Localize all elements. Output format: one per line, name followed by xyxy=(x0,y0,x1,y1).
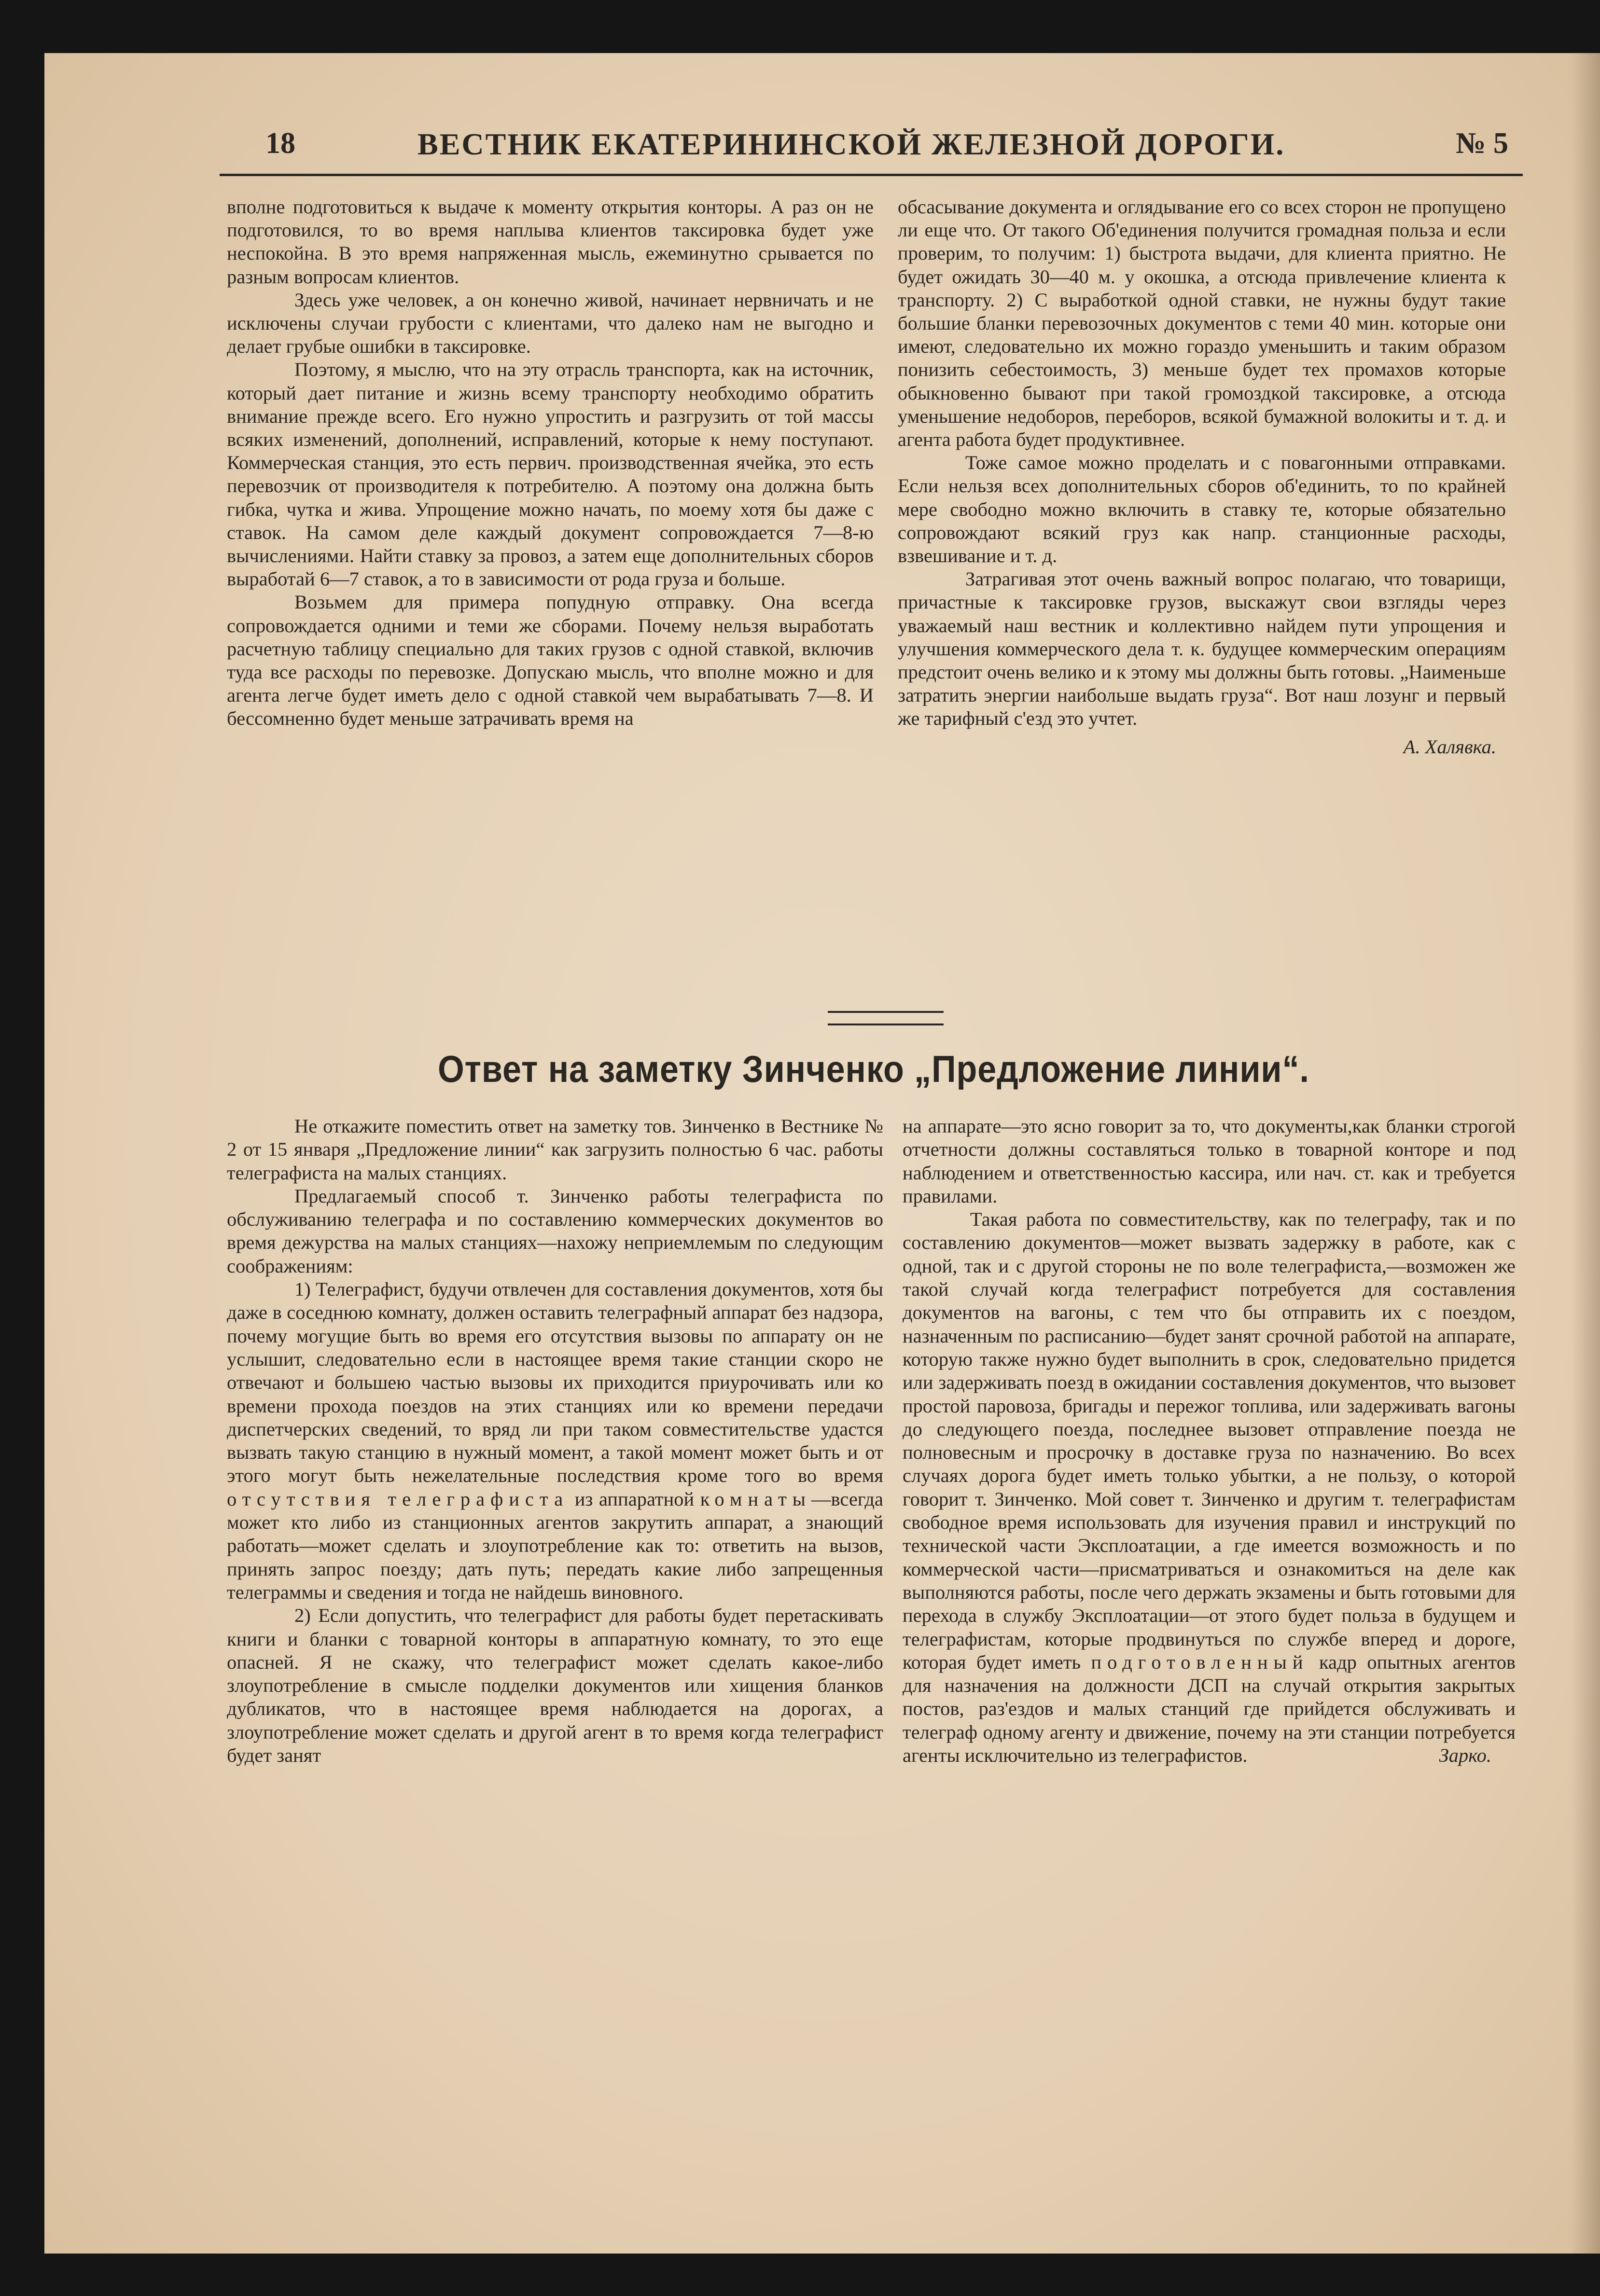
text-run: Такая работа по совместительству, как по телеграфу, так и по составлению документов—может вызвать задержку в работе, как с одной, так и с другой стороны не по воле телеграфиста,—возможен же такой случай когда телеграфист потребуется для составления документов на вагоны, с тем что бы отправить их с поездом, назначенным по расписанию—будет занят срочной работой на аппарате, которую также нужно будет выполнить в срок, следовательно придется или задерживать поезд в ожидании составления документов, что вызовет простой паровоза, бригады и пережог топлива, или задерживать вагоны до следующего поезда, последнее вызовет отправление поезда не полновесным и просрочку в доставке груза по назначению. Во всех случаях дорога будет иметь только убытки, а не пользу, о которой говорит т. Зинченко. Мой совет т. Зинченко и другим т. телеграфистам свободное время использовать для изучения правил и инструкций по технической части Эксплоатации, а где имеется возможность и по коммерческой части—присматриваться и ознакомиться на деле как выполняются работы, после чего держать экзамены и быть готовыми для перехода в службу Эксплоатации—от этого будет польза в будущем и телеграфистам, которые продвинуться по службе вперед и дороге, которая будет иметь xyxy=(903,1208,1516,1673)
paragraph: 2) Если допустить, что телеграфист для работы будет перетаскивать книги и бланки с товарной конторы в аппаратную комнату, то это еще опасней. Я не скажу, что телеграфист может сделать какое-либо злоупотребление в смысле подделки документов или хищения бланков дубликатов, что в настоящее время наблюдается на дорогах, а злоупотребление может сделать и другой агент в то время когда телеграфист будет занят xyxy=(227,1604,883,1767)
article2-column-right xyxy=(903,1115,1516,1767)
article1-signature: А. Халявка. xyxy=(1403,735,1496,758)
article1-column-right xyxy=(898,195,1506,759)
article2-column-left xyxy=(227,1115,883,1767)
header-rule xyxy=(220,174,1523,176)
text-run: —всегда может кто либо из станционных агентов закрутить аппарат, а знающий работать—может сделать и злоупотребление как то: ответить на вызов, принять запрос поезду; дать путь; передать какие либо запрещенныя телеграммы и сведения и тогда не найдешь виновного. xyxy=(227,1488,883,1603)
article1-column-left xyxy=(227,195,874,731)
paragraph xyxy=(227,1278,883,1604)
paragraph xyxy=(903,1208,1516,1767)
spaced-text: комнаты xyxy=(700,1488,811,1510)
paragraph: вполне подготовиться к выдаче к моменту открытия конторы. А раз он не подготовился, то во время наплыва клиентов таксировка будет уже неспокойна. В это время напряженная мысль, ежеминутно срывается по разным вопросам клиентов. xyxy=(227,196,874,288)
page-edge-shadow xyxy=(1571,53,1600,2254)
page-number: 18 xyxy=(265,127,295,160)
page-header xyxy=(220,126,1523,170)
issue-number: № 5 xyxy=(1456,127,1508,160)
paragraph: Тоже самое можно проделать и с повагонными отправками. Если нельзя всех дополнительных сборов об'единить, то по крайней мере свободно можно включить в ставку те, которые обязательно сопровождают всякий груз как напр. станционные расходы, взвешивание и т. д. xyxy=(898,452,1506,567)
paragraph: Здесь уже человек, а он конечно живой, начинает нервничать и не исключены случаи грубости с клиентами, что далеко нам не выгодно и делает грубые ошибки в таксировке. xyxy=(227,289,874,358)
text-run: из аппаратной xyxy=(569,1488,700,1510)
paragraph: Затрагивая этот очень важный вопрос полагаю, что товарищи, причастные к таксировке грузов, выскажут свои взгляды через уважаемый наш вестник и коллективно найдем пути упрощения и улучшения коммерческого дела т. к. будущее коммерческим операциям предстоит очень велико и к этому мы должны быть готовы. „Наименьше затратить энергии наибольше выдать груза“. Вот наш лозунг и первый же тарифный с'езд это учтет. xyxy=(898,568,1506,730)
article2-title: Ответ на заметку Зинченко „Предложение линии“. xyxy=(438,1048,1309,1090)
spaced-text: подготовленный xyxy=(1091,1651,1309,1673)
section-divider xyxy=(828,1011,944,1025)
text-run: 1) Телеграфист, будучи отвлечен для составления документов, хотя бы даже в соседнюю комнату, должен оставить телеграфный аппарат без надзора, почему могущие быть во время его отсутствия вызовы по аппарату он не услышит, следовательно если в настоящее время такие станции скоро не отвечают и большею частью вызовы их приходится приурочивать или ко времени прохода поездов на этих станциях или ко времени передачи диспетчерских сведений, то вряд ли при таком совместительстве удастся вызвать такую станцию в нужный момент, а такой момент может быть и от этого могут быть нежелательные последствия кроме того во время xyxy=(227,1278,883,1487)
spaced-text: отсутствия телеграфиста xyxy=(227,1488,569,1510)
paragraph: Возьмем для примера попудную отправку. Она всегда сопровождается одними и теми же сборами. Почему нельзя выработать расчетную таблицу специально для таких грузов с одной ставкой, включив туда все расходы по перевозке. Допускаю мысль, что вполне можно и для агента легче будет иметь дело с одной ставкой чем вырабатывать 7—8. И бессомненно будет меньше затрачивать время на xyxy=(227,591,874,730)
article2-signature: Зарко. xyxy=(1439,1744,1491,1767)
paragraph: обсасывание документа и оглядывание его со всех сторон не пропущено ли еще что. От такого Об'единения получится громадная польза и если проверим, то получим: 1) быстрота выдачи, для клиента приятно. Не будет ожидать 30—40 м. у окошка, а отсюда привлечение клиента к транспорту. 2) С выработкой одной ставки, не нужны будут такие большие бланки перевозочных документов с теми 40 мин. которые они имеют, следовательно их можно гораздо уменьшить и таким образом понизить себестоимость, 3) меньше будет тех промахов которые обыкновенно бывают при такой громоздкой таксировке, а отсюда уменьшение недоборов, переборов, всякой бумажной волокиты и т. д. и агента работа будет продуктивнее. xyxy=(898,196,1506,451)
paragraph: Предлагаемый способ т. Зинченко работы телеграфиста по обслуживанию телеграфа и по составлению коммерческих документов во время дежурства на малых станциях—нахожу неприемлемым по следующим соображениям: xyxy=(227,1185,883,1277)
paragraph: Не откажите поместить ответ на заметку тов. Зинченко в Вестнике № 2 от 15 января „Предложение линии“ как загрузить полностью 6 час. работы телеграфиста на малых станциях. xyxy=(227,1115,883,1184)
journal-title: ВЕСТНИК ЕКАТЕРИНИНСКОЙ ЖЕЛЕЗНОЙ ДОРОГИ. xyxy=(417,127,1285,161)
text-run: кадр опытных агентов для назначения на должности ДСП на случай открытия закрытых постов, раз'ездов и малых станций где прийдется обслуживать и телеграф одному агенту и движение, почему на эти станции потребуется агенты исключительно из телеграфистов. xyxy=(903,1651,1516,1767)
paragraph: на аппарате—это ясно говорит за то, что документы,как бланки строгой отчетности должны составляться только в товарной конторе и под наблюдением и ответственностью кассира, или нач. ст. как и требуется правилами. xyxy=(903,1115,1516,1207)
paragraph: Поэтому, я мыслю, что на эту отрасль транспорта, как на источник, который дает питание и жизнь всему транспорту необходимо обратить внимание прежде всего. Его нужно упростить и разгрузить от той массы всяких изменений, дополнений, исправлений, которые к нему поступают. Коммерческая станция, это есть первич. производственная ячейка, это есть перевозчик от производителя к потребителю. А поэтому она должна быть гибка, чутка и жива. Упрощение можно начать, по моему хотя бы даже с ставок. На самом деле каждый документ сопровождается 7—8-ю вычислениями. Найти ставку за провоз, а затем еще дополнительных сборов выработай 6—7 ставок, а то в зависимости от рода груза и больше. xyxy=(227,359,874,590)
